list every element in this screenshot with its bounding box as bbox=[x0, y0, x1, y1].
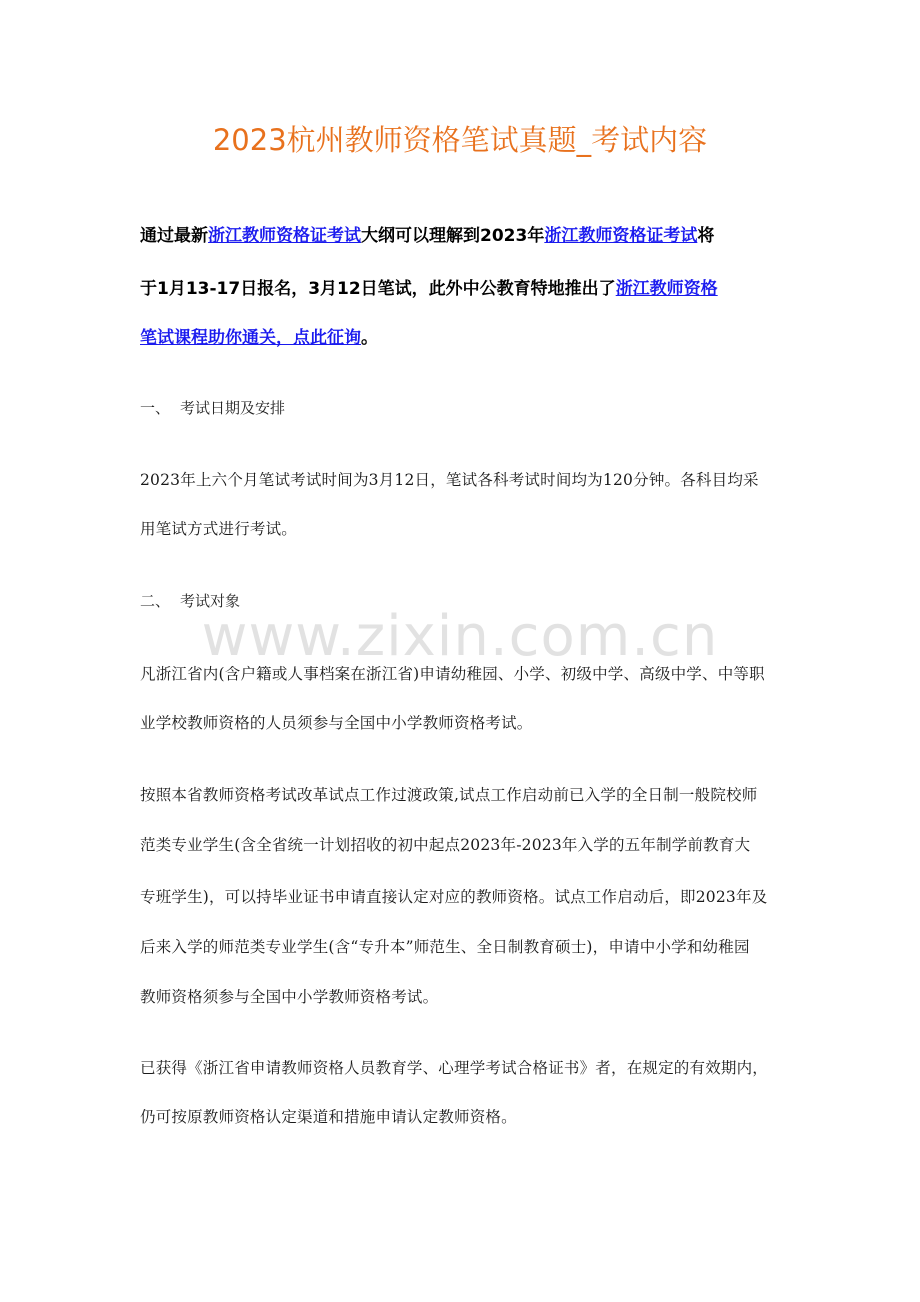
zhejiang-teacher-exam-link[interactable]: 浙江教师资格证考试 bbox=[544, 226, 698, 246]
intro-line-1 bbox=[140, 221, 714, 246]
paragraph-line: 按照本省教师资格考试改革试点工作过渡政策,试点工作启动前已入学的全日制一般院校师 bbox=[140, 786, 758, 804]
watermark: www.zixin.com.cn bbox=[201, 604, 719, 669]
intro-text: 将 bbox=[697, 226, 715, 246]
intro-line-3 bbox=[140, 323, 378, 348]
paragraph-line: 专班学生)，可以持毕业证书申请直接认定对应的教师资格。试点工作启动后，即2023年及 bbox=[140, 888, 768, 906]
zhejiang-course-link-continued[interactable]: 笔试课程助你通关，点此征询 bbox=[140, 328, 361, 348]
section-heading-text: 考试日期及安排 bbox=[180, 399, 286, 417]
paragraph-line: 已获得《浙江省申请教师资格人员教育学、心理学考试合格证书》者，在规定的有效期内， bbox=[140, 1059, 769, 1077]
section-heading-candidates bbox=[140, 590, 240, 611]
section-number: 一、 bbox=[140, 399, 171, 417]
section-heading-text: 考试对象 bbox=[180, 592, 241, 610]
paragraph-line: 后来入学的师范类专业学生(含“专升本”师范生、全日制教育硕士)，申请中小学和幼稚园 bbox=[140, 938, 750, 956]
paragraph-line: 业学校教师资格的人员须参与全国中小学教师资格考试。 bbox=[140, 714, 533, 732]
intro-text: 大纲可以理解到2023年 bbox=[361, 226, 545, 246]
zhejiang-teacher-exam-link[interactable]: 浙江教师资格证考试 bbox=[208, 226, 361, 246]
intro-text: 于1月13-17日报名，3月12日笔试，此外中公教育特地推出了 bbox=[140, 279, 616, 299]
paragraph-line: 用笔试方式进行考试。 bbox=[140, 520, 298, 538]
section-heading-schedule bbox=[140, 397, 285, 418]
document-title: 2023杭州教师资格笔试真题_考试内容 bbox=[212, 123, 708, 157]
paragraph-line: 教师资格须参与全国中小学教师资格考试。 bbox=[140, 988, 439, 1006]
paragraph-line: 仍可按原教师资格认定渠道和措施申请认定教师资格。 bbox=[140, 1108, 517, 1126]
intro-text: 通过最新 bbox=[140, 226, 208, 246]
paragraph-line: 范类专业学生(含全省统一计划招收的初中起点2023年-2023年入学的五年制学前教育大 bbox=[140, 836, 751, 854]
intro-line-2 bbox=[140, 274, 718, 299]
paragraph-line: 凡浙江省内(含户籍或人事档案在浙江省)申请幼稚园、小学、初级中学、高级中学、中等职 bbox=[140, 665, 765, 683]
zhejiang-course-link[interactable]: 浙江教师资格 bbox=[615, 279, 718, 299]
section-number: 二、 bbox=[140, 592, 171, 610]
intro-text: 。 bbox=[361, 328, 378, 348]
paragraph-line: 2023年上六个月笔试考试时间为3月12日，笔试各科考试时间均为120分钟。各科目均采 bbox=[140, 471, 759, 489]
